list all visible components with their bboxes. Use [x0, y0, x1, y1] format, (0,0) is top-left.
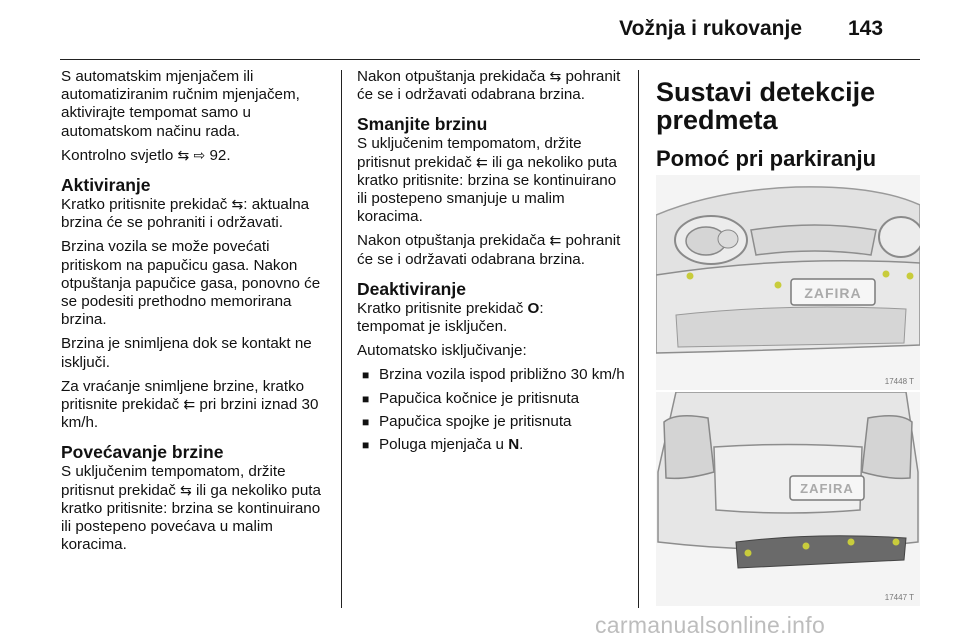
- right-column: [656, 78, 926, 172]
- release-minus-text-a: Nakon otpuštanja prekidača: [357, 232, 546, 250]
- resume-plus-icon: ⇆: [180, 482, 192, 499]
- release-text-a: Nakon otpuštanja prekidača: [357, 68, 546, 85]
- front-car-illustration: [656, 175, 920, 390]
- front-plate: ZAFIRA: [804, 285, 862, 301]
- subsection-heading: Pomoć pri parkiranju: [656, 146, 877, 171]
- heading-increase-speed: Povećavanje brzine: [61, 442, 224, 463]
- resume-minus-icon: ⇇: [549, 233, 562, 250]
- list-item: ■ Papučica kočnice je pritisnuta: [357, 390, 627, 408]
- paragraph-automatic-gearbox: S automatskim mjenjačem ili automatiziranim ručnim mjenjačem, aktivirajte tempomat samo u automatskom načinu rada.: [61, 68, 300, 140]
- resume-plus-icon: ⇆: [231, 197, 244, 214]
- resume-minus-icon: ⇇: [183, 397, 196, 414]
- paragraph-resume: [61, 378, 329, 433]
- rear-bumper-sensors-figure: [656, 392, 920, 606]
- resume-minus-icon: ⇇: [476, 154, 488, 171]
- paragraph-decrease: [357, 135, 627, 226]
- paragraph-release-minus: [357, 232, 627, 268]
- page-header: [0, 0, 960, 62]
- front-bumper-sensors-figure: [656, 175, 920, 390]
- release-minus-text-b: pohranit će se i održavati odabrana brzina.: [357, 232, 621, 268]
- column-divider-2: [638, 70, 639, 608]
- decrease-text-b: ili ga nekoliko puta kratko pritisnite: brzina se kontinuirano ili postepeno smanjuje u malim koracima.: [357, 153, 617, 226]
- resume-text-a: Za vraćanje snimljene brzine, kratko pritisnite prekidač: [61, 377, 305, 414]
- activate-text-a: Kratko pritisnite prekidač: [61, 196, 228, 214]
- page-number: 143: [848, 17, 884, 40]
- deactivate-text-a: Kratko pritisnite prekidač: [357, 299, 524, 317]
- deactivate-text-b: :: [539, 299, 544, 317]
- watermark: carmanualsonline.info: [595, 612, 826, 638]
- page-header-title: Vožnja i rukovanje: [619, 17, 802, 40]
- left-column: [61, 68, 329, 560]
- column-divider-1: [341, 70, 342, 608]
- resume-text-b: pri brzini iznad 30 km/h.: [61, 396, 319, 432]
- gear-neutral: N: [508, 436, 520, 454]
- heading-activate: Aktiviranje: [61, 175, 151, 196]
- increase-text-a: S uključenim tempomatom, držite pritisnut prekidač: [61, 463, 286, 499]
- heading-decrease-speed: Smanjite brzinu: [357, 114, 488, 135]
- section-heading: Sustavi detekcije predmeta: [656, 77, 876, 135]
- paragraph-release-plus: [357, 68, 627, 104]
- figure-number: 17447 T: [884, 593, 914, 602]
- paragraph-accelerator: Brzina vozila se može povećati pritiskom na papučicu gasa. Nakon otpuštanja papučice gasa, ponovno će se podesiti prethodno memorirana brzina.: [61, 238, 321, 329]
- gear-text: Poluga mjenjača u: [379, 436, 504, 454]
- decrease-text-a: S uključenim tempomatom, držite pritisnut prekidač: [357, 135, 582, 171]
- page-reference[interactable]: 92.: [209, 146, 231, 164]
- release-text-b: pohranit će se i održavati odabrana brzina.: [357, 68, 621, 104]
- list-item: ■ Papučica spojke je pritisnuta: [357, 413, 627, 431]
- paragraph-auto-off: Automatsko isključivanje:: [357, 342, 527, 360]
- reference-arrow-icon: ⇨: [193, 147, 206, 164]
- heading-deactivate: Deaktiviranje: [357, 278, 466, 299]
- figure-number: 17448 T: [884, 377, 914, 386]
- list-item: ■ Brzina vozila ispod približno 30 km/h: [357, 366, 627, 384]
- list-item: [357, 436, 627, 454]
- control-light-text: Kontrolno svjetlo: [61, 146, 174, 164]
- rear-plate: ZAFIRA: [800, 481, 854, 496]
- off-switch-icon: O: [527, 299, 540, 317]
- paragraph-deactivate: [357, 300, 627, 336]
- deactivate-text-c: tempomat je isključen.: [357, 318, 508, 336]
- auto-off-list: [357, 366, 627, 454]
- header-rule: [60, 59, 920, 60]
- paragraph-increase: [61, 463, 329, 554]
- rear-car-illustration: [656, 392, 920, 606]
- resume-plus-icon: ⇆: [549, 69, 562, 85]
- paragraph-control-light: [61, 147, 329, 165]
- paragraph-activate: [61, 196, 329, 232]
- cruise-control-icon: ⇆: [177, 147, 190, 164]
- increase-text-b: ili ga nekoliko puta kratko pritisnite: brzina se kontinuirano ili postepeno povećava u malim koracima.: [61, 481, 321, 554]
- gear-period: .: [519, 436, 524, 454]
- middle-column: [357, 68, 627, 459]
- activate-text-b: : aktualna brzina će se pohraniti i održavati.: [61, 196, 310, 232]
- paragraph-speed-stored: Brzina je snimljena dok se kontakt ne isključi.: [61, 335, 312, 371]
